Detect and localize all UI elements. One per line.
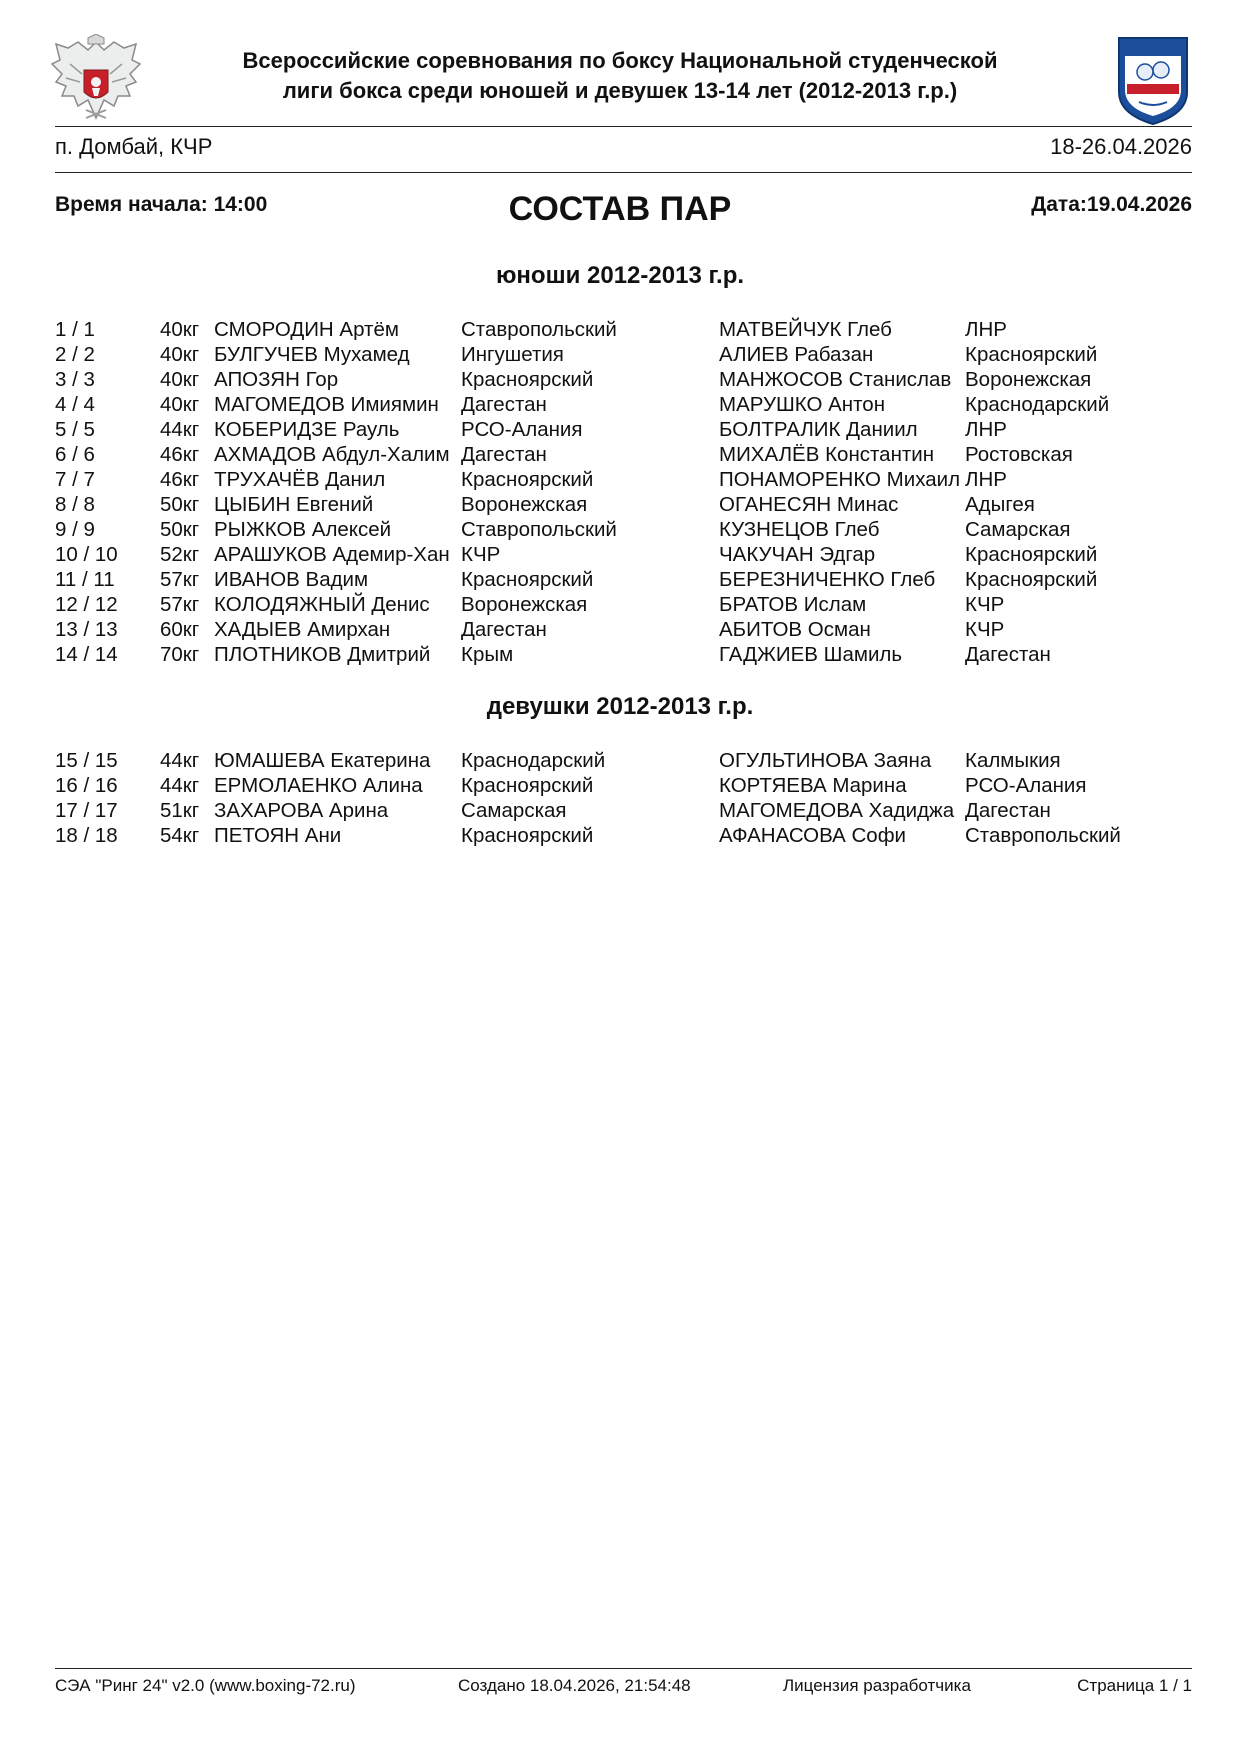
boxer-blue-name: МАГОМЕДОВА Хадиджа	[719, 799, 955, 822]
boxer-blue-region: Воронежская	[965, 368, 1092, 391]
bout-number: 7 / 7	[55, 468, 95, 491]
pair-row	[55, 317, 1145, 342]
pair-row	[55, 517, 1145, 542]
boxer-blue-name: МИХАЛЁВ Константин	[719, 443, 935, 466]
weight-class: 46кг	[160, 468, 200, 491]
weight-class: 40кг	[160, 368, 200, 391]
boxer-red-region: Воронежская	[461, 593, 588, 616]
pair-row	[55, 617, 1145, 642]
bout-number: 1 / 1	[55, 318, 95, 341]
boxer-blue-name: БЕРЕЗНИЧЕНКО Глеб	[719, 568, 936, 591]
weight-class: 40кг	[160, 393, 200, 416]
boxer-red-region: Красноярский	[461, 824, 594, 847]
boxer-red-region: Воронежская	[461, 493, 588, 516]
weight-class: 60кг	[160, 618, 200, 641]
event-dates: 18-26.04.2026	[1050, 134, 1192, 159]
boxer-blue-region: РСО-Алания	[965, 774, 1087, 797]
boxer-red-name: ПЛОТНИКОВ Дмитрий	[214, 643, 431, 666]
bout-number: 11 / 11	[55, 568, 115, 591]
section-title-boys: юноши 2012-2013 г.р.	[495, 262, 745, 289]
boxer-blue-region: ЛНР	[965, 418, 1007, 441]
weight-class: 51кг	[160, 799, 200, 822]
weight-class: 50кг	[160, 518, 200, 541]
bout-number: 17 / 17	[55, 799, 118, 822]
boxer-blue-name: АБИТОВ Осман	[719, 618, 871, 641]
bout-number: 5 / 5	[55, 418, 95, 441]
section-title-girls: девушки 2012-2013 г.р.	[486, 693, 754, 720]
boxer-red-name: ЦЫБИН Евгений	[214, 493, 374, 516]
boxer-blue-region: Краснодарский	[965, 393, 1110, 416]
weight-class: 44кг	[160, 418, 200, 441]
pair-row	[55, 798, 1145, 823]
boxer-red-region: КЧР	[461, 543, 501, 566]
boxer-blue-name: ОГАНЕСЯН Минас	[719, 493, 899, 516]
boxer-blue-region: КЧР	[965, 618, 1005, 641]
boxer-red-region: Краснодарский	[461, 749, 606, 772]
title-line-1: Всероссийские соревнования по боксу Национальной студенческой	[242, 48, 998, 73]
start-time: Время начала: 14:00	[55, 193, 268, 216]
boxer-blue-region: КЧР	[965, 593, 1005, 616]
pair-row	[55, 642, 1145, 667]
boxer-blue-name: БРАТОВ Ислам	[719, 593, 867, 616]
boxer-red-name: АХМАДОВ Абдул-Халим	[214, 443, 450, 466]
boxer-blue-region: Дагестан	[965, 643, 1051, 666]
boxer-red-name: КОБЕРИДЗЕ Рауль	[214, 418, 400, 441]
boxer-blue-name: МАРУШКО Антон	[719, 393, 886, 416]
pair-row	[55, 748, 1145, 773]
league-shield-logo	[1115, 34, 1191, 126]
pair-row	[55, 592, 1145, 617]
weight-class: 57кг	[160, 568, 200, 591]
weight-class: 70кг	[160, 643, 200, 666]
boxer-red-name: РЫЖКОВ Алексей	[214, 518, 392, 541]
weight-class: 57кг	[160, 593, 200, 616]
boxer-blue-name: КОРТЯЕВА Марина	[719, 774, 907, 797]
header-divider-bottom	[55, 172, 1192, 173]
pair-row	[55, 492, 1145, 517]
weight-class: 44кг	[160, 774, 200, 797]
boxer-red-region: Красноярский	[461, 568, 594, 591]
boxer-blue-region: Красноярский	[965, 543, 1098, 566]
boxer-red-name: ЮМАШЕВА Екатерина	[214, 749, 431, 772]
weight-class: 46кг	[160, 443, 200, 466]
boxer-blue-region: Красноярский	[965, 568, 1098, 591]
coat-of-arms-logo	[48, 34, 144, 128]
weight-class: 54кг	[160, 824, 200, 847]
weight-class: 44кг	[160, 749, 200, 772]
boxer-red-region: Ингушетия	[461, 343, 564, 366]
boxer-blue-name: ПОНАМОРЕНКО Михаил	[719, 468, 961, 491]
bout-number: 10 / 10	[55, 543, 118, 566]
boxer-blue-name: БОЛТРАЛИК Даниил	[719, 418, 918, 441]
boxer-red-region: Ставропольский	[461, 318, 617, 341]
bout-number: 13 / 13	[55, 618, 118, 641]
weight-class: 52кг	[160, 543, 200, 566]
boxer-red-name: ИВАНОВ Вадим	[214, 568, 369, 591]
bout-number: 12 / 12	[55, 593, 118, 616]
pair-row	[55, 367, 1145, 392]
bout-number: 8 / 8	[55, 493, 95, 516]
pair-row	[55, 417, 1145, 442]
boxer-blue-name: ОГУЛЬТИНОВА Заяна	[719, 749, 932, 772]
bout-number: 9 / 9	[55, 518, 95, 541]
pair-row	[55, 823, 1145, 848]
boxer-red-name: КОЛОДЯЖНЫЙ Денис	[214, 593, 430, 616]
boxer-blue-name: ЧАКУЧАН Эдгар	[719, 543, 876, 566]
footer-created: Создано 18.04.2026, 21:54:48	[458, 1676, 691, 1695]
bout-number: 14 / 14	[55, 643, 118, 666]
boxer-red-name: АПОЗЯН Гор	[214, 368, 339, 391]
boxer-red-name: БУЛГУЧЕВ Мухамед	[214, 343, 410, 366]
competition-title	[150, 46, 1090, 106]
title-line-2: лиги бокса среди юношей и девушек 13-14 лет (2012-2013 г.р.)	[282, 78, 958, 103]
boxer-red-region: Дагестан	[461, 618, 547, 641]
boxer-red-name: ТРУХАЧЁВ Данил	[214, 468, 386, 491]
boxer-blue-region: Дагестан	[965, 799, 1051, 822]
boxer-red-region: Красноярский	[461, 468, 594, 491]
weight-class: 40кг	[160, 343, 200, 366]
boxer-red-region: Дагестан	[461, 393, 547, 416]
boxer-blue-name: МАНЖОСОВ Станислав	[719, 368, 952, 391]
footer-page-number: Страница 1 / 1	[1077, 1676, 1192, 1695]
bout-number: 6 / 6	[55, 443, 95, 466]
boxer-red-region: Крым	[461, 643, 514, 666]
pair-row	[55, 567, 1145, 592]
boxer-red-region: Самарская	[461, 799, 567, 822]
pairs-table-girls	[55, 748, 1145, 848]
boxer-red-name: ЕРМОЛАЕНКО Алина	[214, 774, 423, 797]
boxer-red-name: СМОРОДИН Артём	[214, 318, 399, 341]
pair-row	[55, 467, 1145, 492]
pair-row	[55, 542, 1145, 567]
weight-class: 50кг	[160, 493, 200, 516]
pairs-table-boys	[55, 317, 1145, 667]
boxer-red-name: ХАДЫЕВ Амирхан	[214, 618, 391, 641]
bout-number: 15 / 15	[55, 749, 118, 772]
footer-divider	[55, 1668, 1192, 1669]
boxer-red-name: ПЕТОЯН Ани	[214, 824, 342, 847]
boxer-blue-name: МАТВЕЙЧУК Глеб	[719, 318, 892, 341]
boxer-blue-region: Калмыкия	[965, 749, 1061, 772]
boxer-red-region: Дагестан	[461, 443, 547, 466]
boxer-red-region: Красноярский	[461, 368, 594, 391]
bout-number: 16 / 16	[55, 774, 118, 797]
bout-number: 18 / 18	[55, 824, 118, 847]
bout-number: 4 / 4	[55, 393, 95, 416]
boxer-blue-region: ЛНР	[965, 468, 1007, 491]
header-divider-top	[55, 126, 1192, 127]
event-location: п. Домбай, КЧР	[55, 134, 213, 159]
boxer-red-name: МАГОМЕДОВ Имиямин	[214, 393, 439, 416]
boxer-blue-region: Ростовская	[965, 443, 1073, 466]
bout-number: 2 / 2	[55, 343, 95, 366]
boxer-blue-region: Красноярский	[965, 343, 1098, 366]
boxer-red-region: РСО-Алания	[461, 418, 583, 441]
boxer-blue-region: ЛНР	[965, 318, 1007, 341]
boxer-red-name: АРАШУКОВ Адемир-Хан	[214, 543, 450, 566]
boxer-red-region: Красноярский	[461, 774, 594, 797]
page-title: СОСТАВ ПАР	[508, 190, 732, 228]
pair-row	[55, 392, 1145, 417]
boxer-blue-region: Адыгея	[965, 493, 1035, 516]
boxer-red-region: Ставропольский	[461, 518, 617, 541]
boxer-blue-region: Самарская	[965, 518, 1071, 541]
boxer-blue-name: ГАДЖИЕВ Шамиль	[719, 643, 903, 666]
boxer-blue-name: КУЗНЕЦОВ Глеб	[719, 518, 880, 541]
document-date: Дата:19.04.2026	[1031, 193, 1192, 216]
boxer-blue-name: АЛИЕВ Рабазан	[719, 343, 874, 366]
weight-class: 40кг	[160, 318, 200, 341]
footer-license: Лицензия разработчика	[783, 1676, 971, 1695]
pair-row	[55, 442, 1145, 467]
bout-number: 3 / 3	[55, 368, 95, 391]
pair-row	[55, 342, 1145, 367]
boxer-blue-region: Ставропольский	[965, 824, 1121, 847]
boxer-red-name: ЗАХАРОВА Арина	[214, 799, 389, 822]
pair-row	[55, 773, 1145, 798]
footer-software: СЭА "Ринг 24" v2.0 (www.boxing-72.ru)	[55, 1676, 356, 1695]
boxer-blue-name: АФАНАСОВА Софи	[719, 824, 907, 847]
